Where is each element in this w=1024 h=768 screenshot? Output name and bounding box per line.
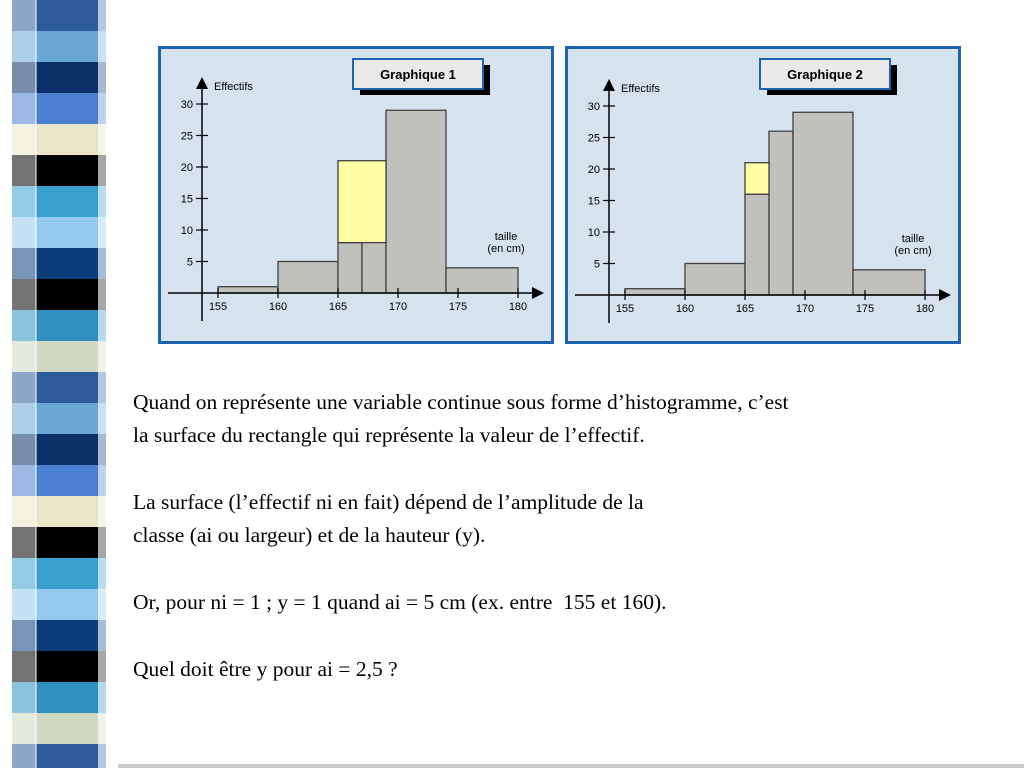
y-tick-label: 15 xyxy=(587,195,600,208)
histogram-bar xyxy=(625,289,685,295)
stripe-edge xyxy=(0,217,12,248)
chart-panel-graphique-2 xyxy=(565,46,961,344)
stripe-edge xyxy=(0,341,12,372)
stripe-band xyxy=(36,496,98,527)
x-axis-label-line: taille xyxy=(494,231,518,243)
stripe-outer-band xyxy=(12,62,36,93)
stripe-block xyxy=(0,403,106,434)
histogram-graphique-2 xyxy=(565,46,961,344)
stripe-block xyxy=(0,651,106,682)
stripe-outer-band xyxy=(12,124,36,155)
bottom-divider xyxy=(118,764,1024,768)
stripe-outer-band xyxy=(12,434,36,465)
y-tick-label: 20 xyxy=(587,164,600,176)
stripe-outer-band xyxy=(12,372,36,403)
x-tick-label: 175 xyxy=(448,301,468,313)
stripe-band xyxy=(36,186,98,217)
stripe-edge xyxy=(0,310,12,341)
stripe-block xyxy=(0,713,106,744)
stripe-edge xyxy=(0,465,12,496)
paragraph-question: Quel doit être y pour ai = 2,5 ? xyxy=(133,657,398,681)
stripe-band xyxy=(36,589,98,620)
stripe-fade xyxy=(98,682,106,713)
stripe-band xyxy=(36,62,98,93)
decorative-stripe xyxy=(0,0,120,768)
y-tick-label: 30 xyxy=(587,101,600,113)
paragraph-surface xyxy=(133,486,1013,552)
stripe-fade xyxy=(98,248,106,279)
stripe-band xyxy=(36,248,98,279)
paragraph-histogram-definition xyxy=(133,386,1013,452)
stripe-block xyxy=(0,124,106,155)
stripe-block xyxy=(0,682,106,713)
histogram-bar xyxy=(769,131,793,295)
stripe-block xyxy=(0,217,106,248)
stripe-band xyxy=(36,279,98,310)
stripe-edge xyxy=(0,713,12,744)
stripe-edge xyxy=(0,682,12,713)
x-tick-label: 180 xyxy=(508,301,528,313)
stripe-fade xyxy=(98,62,106,93)
x-tick-label: 170 xyxy=(388,301,408,313)
stripe-fade xyxy=(98,279,106,310)
stripe-fade xyxy=(98,31,106,62)
stripe-block xyxy=(0,310,106,341)
stripe-outer-band xyxy=(12,186,36,217)
stripe-edge xyxy=(0,124,12,155)
y-tick-label: 15 xyxy=(180,193,193,206)
stripe-block xyxy=(0,527,106,558)
stripe-fade xyxy=(98,465,106,496)
explanation-text xyxy=(133,386,1013,720)
stripe-band xyxy=(36,682,98,713)
stripe-outer-band xyxy=(12,558,36,589)
stripe-outer-band xyxy=(12,744,36,768)
stripe-outer-band xyxy=(12,217,36,248)
y-axis-label: Effectifs xyxy=(214,81,253,93)
stripe-fade xyxy=(98,310,106,341)
stripe-edge xyxy=(0,62,12,93)
stripe-edge xyxy=(0,651,12,682)
x-tick-label: 160 xyxy=(675,303,695,315)
stripe-block xyxy=(0,434,106,465)
stripe-outer-band xyxy=(12,527,36,558)
stripe-band xyxy=(36,620,98,651)
stripe-fade xyxy=(98,403,106,434)
stripe-fade xyxy=(98,620,106,651)
highlighted-bar-area xyxy=(338,161,386,243)
stripe-fade xyxy=(98,496,106,527)
histogram-bar xyxy=(218,287,278,293)
stripe-block xyxy=(0,0,106,31)
stripe-band xyxy=(36,341,98,372)
stripe-band xyxy=(36,155,98,186)
stripe-fade xyxy=(98,186,106,217)
text-line: La surface (l’effectif ni en fait) dépend de l’amplitude de la xyxy=(133,490,644,514)
stripe-band xyxy=(36,558,98,589)
paragraph-example: Or, pour ni = 1 ; y = 1 quand ai = 5 cm (ex. entre 155 et 160). xyxy=(133,590,667,614)
x-tick-label: 165 xyxy=(735,303,755,315)
stripe-outer-band xyxy=(12,496,36,527)
stripe-band xyxy=(36,124,98,155)
stripe-edge xyxy=(0,186,12,217)
histogram-bar xyxy=(853,270,925,295)
stripe-band xyxy=(36,310,98,341)
stripe-outer-band xyxy=(12,248,36,279)
histogram-bar xyxy=(278,262,338,294)
stripe-outer-band xyxy=(12,279,36,310)
stripe-band xyxy=(36,217,98,248)
y-axis-label: Effectifs xyxy=(621,83,660,95)
stripe-outer-band xyxy=(12,155,36,186)
stripe-band xyxy=(36,93,98,124)
stripe-fade xyxy=(98,744,106,768)
stripe-fade xyxy=(98,713,106,744)
histogram-bar xyxy=(386,110,446,293)
histogram-bar xyxy=(793,112,853,295)
chart-title: Graphique 2 xyxy=(787,67,863,82)
stripe-edge xyxy=(0,155,12,186)
stripe-fade xyxy=(98,93,106,124)
x-tick-label: 175 xyxy=(855,303,875,315)
stripe-edge xyxy=(0,558,12,589)
stripe-fade xyxy=(98,124,106,155)
x-tick-label: 155 xyxy=(208,301,228,313)
chart-panel-graphique-1 xyxy=(158,46,554,344)
stripe-block xyxy=(0,620,106,651)
y-tick-label: 10 xyxy=(180,225,193,237)
stripe-band xyxy=(36,465,98,496)
stripe-fade xyxy=(98,155,106,186)
stripe-band xyxy=(36,651,98,682)
text-line: classe (ai ou largeur) et de la hauteur (y). xyxy=(133,523,486,547)
stripe-fade xyxy=(98,217,106,248)
stripe-outer-band xyxy=(12,93,36,124)
stripe-outer-band xyxy=(12,465,36,496)
y-tick-label: 10 xyxy=(587,227,600,239)
stripe-outer-band xyxy=(12,31,36,62)
histogram-bar xyxy=(338,243,362,293)
stripe-edge xyxy=(0,620,12,651)
histogram-bar xyxy=(446,268,518,293)
stripe-outer-band xyxy=(12,310,36,341)
x-axis-label-line: (en cm) xyxy=(487,243,525,255)
histogram-bar xyxy=(745,194,769,295)
x-tick-label: 165 xyxy=(328,301,348,313)
stripe-fade xyxy=(98,372,106,403)
stripe-fade xyxy=(98,589,106,620)
stripe-fade xyxy=(98,434,106,465)
x-axis-label-line: taille xyxy=(901,233,925,245)
stripe-outer-band xyxy=(12,341,36,372)
y-tick-label: 5 xyxy=(593,258,600,271)
histogram-graphique-1 xyxy=(158,46,554,344)
text-line: Quand on représente une variable continue sous forme d’histogramme, c’est xyxy=(133,390,789,414)
stripe-band xyxy=(36,744,98,768)
stripe-edge xyxy=(0,279,12,310)
stripe-outer-band xyxy=(12,713,36,744)
stripe-fade xyxy=(98,527,106,558)
stripe-edge xyxy=(0,744,12,768)
highlighted-bar-area xyxy=(745,163,769,195)
stripe-outer-band xyxy=(12,0,36,31)
y-tick-label: 25 xyxy=(180,130,193,143)
stripe-block xyxy=(0,155,106,186)
stripe-fade xyxy=(98,558,106,589)
x-tick-label: 170 xyxy=(795,303,815,315)
x-tick-label: 160 xyxy=(268,301,288,313)
stripe-block xyxy=(0,558,106,589)
stripe-edge xyxy=(0,434,12,465)
y-tick-label: 30 xyxy=(180,99,193,111)
stripe-fade xyxy=(98,651,106,682)
y-tick-label: 25 xyxy=(587,132,600,145)
stripe-block xyxy=(0,372,106,403)
stripe-block xyxy=(0,279,106,310)
stripe-block xyxy=(0,589,106,620)
stripe-edge xyxy=(0,372,12,403)
text-line: la surface du rectangle qui représente la valeur de l’effectif. xyxy=(133,423,645,447)
stripe-band xyxy=(36,527,98,558)
stripe-outer-band xyxy=(12,403,36,434)
x-axis-label-line: (en cm) xyxy=(894,245,932,257)
stripe-block xyxy=(0,31,106,62)
stripe-block xyxy=(0,248,106,279)
stripe-block xyxy=(0,341,106,372)
histogram-bar xyxy=(685,264,745,296)
stripe-edge xyxy=(0,248,12,279)
chart-title: Graphique 1 xyxy=(380,67,456,82)
stripe-fade xyxy=(98,341,106,372)
stripe-edge xyxy=(0,0,12,31)
x-tick-label: 155 xyxy=(615,303,635,315)
stripe-block xyxy=(0,465,106,496)
stripe-band xyxy=(36,713,98,744)
stripe-fade xyxy=(98,0,106,31)
stripe-outer-band xyxy=(12,682,36,713)
y-tick-label: 20 xyxy=(180,162,193,174)
stripe-outer-band xyxy=(12,589,36,620)
stripe-edge xyxy=(0,527,12,558)
stripe-block xyxy=(0,496,106,527)
stripe-edge xyxy=(0,496,12,527)
stripe-block xyxy=(0,93,106,124)
stripe-edge xyxy=(0,93,12,124)
stripe-outer-band xyxy=(12,651,36,682)
y-tick-label: 5 xyxy=(186,256,193,269)
stripe-edge xyxy=(0,403,12,434)
stripe-band xyxy=(36,434,98,465)
stripe-block xyxy=(0,744,106,768)
stripe-block xyxy=(0,62,106,93)
stripe-band xyxy=(36,0,98,31)
x-tick-label: 180 xyxy=(915,303,935,315)
stripe-outer-band xyxy=(12,620,36,651)
stripe-band xyxy=(36,372,98,403)
stripe-band xyxy=(36,403,98,434)
stripe-block xyxy=(0,186,106,217)
stripe-band xyxy=(36,31,98,62)
stripe-edge xyxy=(0,31,12,62)
stripe-edge xyxy=(0,589,12,620)
